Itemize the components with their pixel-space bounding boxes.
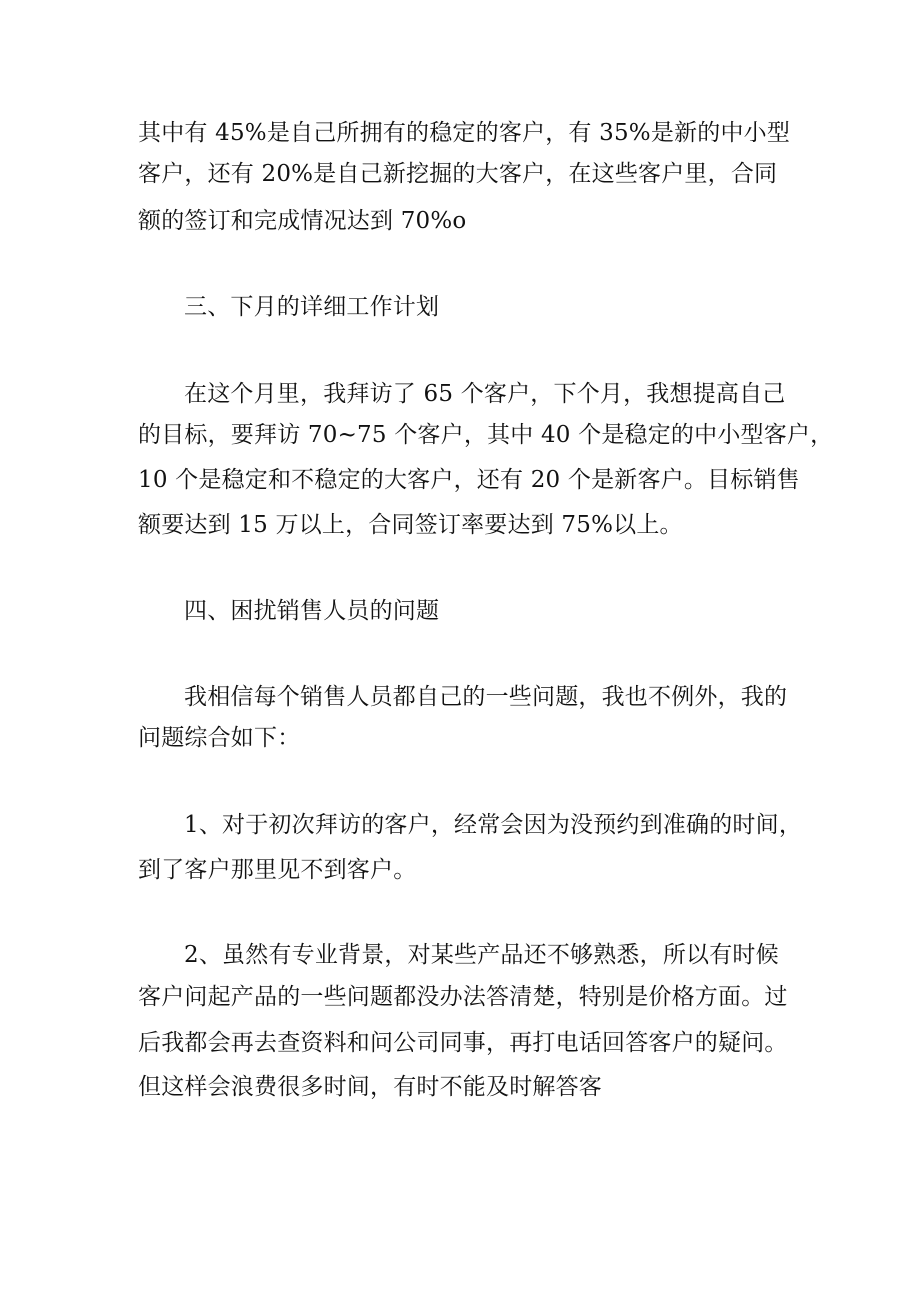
- paragraph-line: 问题综合如下：: [138, 725, 301, 751]
- list-item-line: 客户问起产品的一些问题都没办法答清楚，特别是价格方面。过: [138, 984, 788, 1010]
- list-item-line: 但这样会浪费很多时间，有时不能及时解答客: [138, 1074, 602, 1100]
- paragraph-line: 10 个是稳定和不稳定的大客户，还有 20 个是新客户。目标销售: [138, 467, 800, 493]
- paragraph-line: 额要达到 15 万以上，合同签订率要达到 75%以上。: [138, 512, 683, 538]
- list-item-line: 后我都会再去查资料和问公司同事，再打电话回答客户的疑问。: [138, 1030, 788, 1056]
- paragraph-line: 额的签订和完成情况达到 70%o: [138, 208, 467, 234]
- section-heading: 四、困扰销售人员的问题: [184, 598, 440, 624]
- list-item-line: 2、虽然有专业背景，对某些产品还不够熟悉，所以有时候: [184, 942, 779, 968]
- paragraph-line: 在这个月里，我拜访了 65 个客户，下个月，我想提高自己: [184, 381, 786, 407]
- list-item-line: 1、对于初次拜访的客户，经常会因为没预约到准确的时间，: [184, 812, 803, 838]
- paragraph-line: 我相信每个销售人员都自己的一些问题，我也不例外，我的: [184, 684, 788, 710]
- list-item-line: 到了客户那里见不到客户。: [138, 857, 417, 883]
- paragraph-line: 客户，还有 20%是自己新挖掘的大客户，在这些客户里，合同: [138, 161, 778, 187]
- paragraph-line: 的目标，要拜访 70~75 个客户，其中 40 个是稳定的中小型客户，: [138, 422, 834, 448]
- paragraph-line: 其中有 45%是自己所拥有的稳定的客户，有 35%是新的中小型: [138, 120, 791, 146]
- section-heading: 三、下月的详细工作计划: [184, 294, 440, 320]
